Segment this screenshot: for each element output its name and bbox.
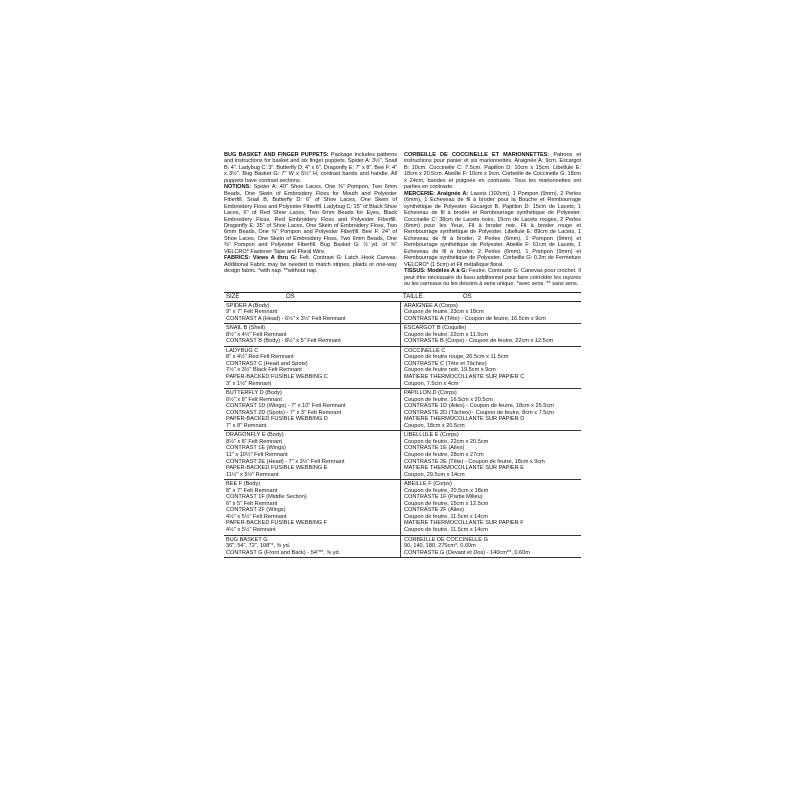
line-en: CONTRAST C (Head and Spots) bbox=[226, 360, 308, 367]
line-fr: Coupon de feutre noir, 19.5cm x 9cm bbox=[404, 367, 496, 374]
line-fr: CONTRASTE A (Tête) - Coupon de feutre, 16.5cm x 9cm bbox=[404, 315, 546, 322]
line-fr: Coupon de feutre, 11.5cm x 14cm bbox=[404, 513, 488, 520]
line-fr: MATIERE THERMOCOLLANTE SUR PAPIER C bbox=[404, 373, 525, 380]
line-en: 6" x 5" Felt Remnant bbox=[226, 500, 278, 507]
table-row bbox=[224, 480, 581, 535]
line-en: 7½" x 3½" Black Felt Remnant bbox=[226, 367, 302, 374]
line-en: CONTRAST 1D (Wings) - 7" x 10" Felt Remnant bbox=[226, 403, 346, 410]
line-fr: CORBEILLE DE COCCINELLE G bbox=[404, 536, 488, 543]
table-row bbox=[224, 431, 581, 480]
table-cell-fr bbox=[401, 431, 581, 479]
table-cell-en bbox=[224, 324, 401, 346]
line-fr: PAPILLON D (Corps) bbox=[404, 390, 457, 397]
line-en: 8½" x 8" Felt Remnant bbox=[226, 438, 282, 445]
notions-fr-title: MERCERIE: Araignée A: bbox=[404, 190, 469, 197]
line-fr: ESCARGOT B (Coquille) bbox=[404, 325, 467, 332]
os-label-fr: OS bbox=[463, 293, 472, 300]
line-fr: CONTRASTE B (Corps) - Coupon de feutre, 22cm x 12.5cm bbox=[404, 338, 554, 345]
line-en: 11½" x 5½" Remnant bbox=[226, 471, 279, 478]
line-fr: LIBELLULE E (Corps) bbox=[404, 432, 459, 439]
table-cell-en bbox=[224, 302, 401, 324]
line-en: 7" x 8" Remnant bbox=[226, 422, 267, 429]
line-fr: MATIERE THERMOCOLLANTE SUR PAPIER F bbox=[404, 520, 524, 527]
line-fr: Coupon de feutre, 22cm x 20.5cm bbox=[404, 438, 489, 445]
line-en: CONTRAST 1F (Middle Section) bbox=[226, 494, 307, 501]
line-en: 4½" x 5½" Felt Remnant bbox=[226, 513, 287, 520]
line-fr: Coupon, 18cm x 20.5cm bbox=[404, 422, 465, 429]
size-header-fr bbox=[401, 294, 581, 300]
line-fr: CONTRASTE 2E (Tête) - Coupon de feutre, 18cm x 9cm bbox=[404, 458, 545, 465]
table-row bbox=[224, 389, 581, 431]
size-header-en bbox=[224, 294, 401, 300]
line-fr: CONTRASTE 2D (Tâches) - Coupon de feutre, 8cm x 7.5cm bbox=[404, 409, 554, 416]
line-fr: MATIERE THERMOCOLLANTE SUR PAPIER E bbox=[404, 465, 524, 472]
title-fr: CORBEILLE DE COCCINELLE ET MARIONNETTES: bbox=[404, 152, 550, 158]
line-en: PAPER-BACKED FUSIBLE WEBBING C bbox=[226, 373, 328, 380]
title-en: BUG BASKET AND FINGER PUPPETS: bbox=[224, 152, 329, 158]
line-fr: MATIERE THERMOCOLLANTE SUR PAPIER D bbox=[404, 416, 525, 423]
line-en: DRAGONFLY E (Body) bbox=[226, 432, 284, 439]
line-fr: CONTRASTE 1F (Partie Milieu) bbox=[404, 494, 483, 501]
fabrics-en-title: FABRICS: Views A thru G: bbox=[224, 255, 297, 262]
yardage-table bbox=[224, 302, 581, 559]
os-label-en: OS bbox=[286, 293, 295, 300]
table-row bbox=[224, 324, 581, 347]
fabrics-fr-title: TISSUS: Modèles A à G: bbox=[404, 268, 468, 275]
size-label-en: SIZE bbox=[226, 293, 240, 300]
line-en: 6½" x 8" Felt Remnant bbox=[226, 396, 282, 403]
intro-english bbox=[224, 152, 401, 288]
line-en: CONTRAST B (Body) - 8½" x 5" Felt Remnant bbox=[226, 338, 341, 345]
notions-fr bbox=[404, 191, 581, 268]
table-cell-fr bbox=[401, 536, 581, 558]
description-en-text: Package includes patterns and instructions for basket and six finger puppets. Spider A: 3½". Snail B: 4". Ladybug C: 3". Butterfly D: 4" x 6". Dragonfly E: 7" x 8". Bee F: 4" x 3½". Bug Basket G: 7" W x 5½" H, contrast bands and handle. All puppets have contrast sections. bbox=[224, 152, 397, 184]
line-fr: CONTRASTE C (Tête et Tâches) bbox=[404, 360, 487, 367]
line-en: 11" x 10½" Felt Remnant bbox=[226, 452, 288, 458]
fabrics-fr bbox=[404, 268, 581, 287]
line-fr: Coupon de feutre, 22cm x 11.5cm bbox=[404, 331, 488, 338]
line-en: 8" x 4½" Red Felt Remnant bbox=[226, 354, 294, 361]
size-header bbox=[224, 292, 581, 302]
line-en: PAPER-BACKED FUSIBLE WEBBING D bbox=[226, 416, 328, 423]
line-en: CONTRAST 1E (Wings) bbox=[226, 445, 286, 452]
table-cell-en bbox=[224, 536, 401, 558]
table-cell-en bbox=[224, 431, 401, 479]
line-en: CONTRAST 2F (Wings) bbox=[226, 507, 286, 514]
line-fr: Coupon, 29.5cm x 14cm bbox=[404, 471, 465, 478]
line-en: 3" x 1½" Remnant bbox=[226, 380, 272, 387]
line-en: PAPER-BACKED FUSIBLE WEBBING F bbox=[226, 520, 328, 527]
line-en: SPIDER A (Body) bbox=[226, 302, 270, 309]
table-row bbox=[224, 302, 581, 325]
line-fr: CONTRASTE G (Devant et Dos) - 140cm**, 0.60m bbox=[404, 549, 530, 556]
notions-fr-text: Lacets (102cm), 1 Pompon (9mm), 2 Perles (6mm), 1 Echeveau de fil à broder pour la Bouche et Rembourrage synthétique de Polyester. Escargot B, Papillon D: 15cm de Lacets, 1 Echeveau de fil à broder et Rembourrage synthétique de Polyester. Coccinelle C: 38cm de Lacets noirs, 15cm de Lacets rouges, 2 Perles (6mm) pour les Yeux, Fil à broder noir, Fil à broder rouge et Rembourrage synthétique de Polyester. Libellule E: 89cm de Lacets, 1 Echeveau de fil à broder, 2 Perles (6mm), 1 Pompon (9mm) et Rembourrage synthétique de Polyester. Abeille F: 61cm de Lacets, 1 Echeveau de fil à broder, 2 Perles (6mm), 1 Pompon (9mm) et Rembourrage synthétique de Polyester. Corbeille G: 0.2m de Fermeture VELCRO* (1.5cm) et Fil métallique floral. bbox=[404, 190, 581, 268]
fabrics-en-text: Felt. Contrast G: Latch Hook Canvas. Additional Fabric may be needed to match stripes, plaids or one-way design fabric. *with nap. **without nap. bbox=[224, 255, 397, 275]
table-cell-en bbox=[224, 480, 401, 534]
line-fr: Coupon de feutre, 16.5cm x 20.5cm bbox=[404, 396, 493, 403]
line-en: BUTTERFLY D (Body) bbox=[226, 390, 282, 397]
table-cell-fr bbox=[401, 389, 581, 430]
table-cell-fr bbox=[401, 324, 581, 346]
intro-french bbox=[401, 152, 581, 288]
intro-columns bbox=[224, 152, 581, 288]
line-en: CONTRAST G (Front and Back) - 54"**, ⅝ yd. bbox=[226, 549, 341, 556]
table-row bbox=[224, 347, 581, 389]
pattern-sheet bbox=[224, 152, 581, 558]
line-fr: COCCINELLE C bbox=[404, 347, 446, 354]
line-en: PAPER-BACKED FUSIBLE WEBBING E bbox=[226, 465, 328, 472]
line-fr: Coupon de feutre, 15cm x 12.5cm bbox=[404, 500, 489, 507]
line-fr: ABEILLE F (Corps) bbox=[404, 481, 452, 488]
line-en: 36", 54", 72", 108"*, ⅝ yd. bbox=[226, 543, 291, 550]
fabrics-en bbox=[224, 255, 397, 274]
line-fr: Coupon de feutre, 11.5cm x 14cm bbox=[404, 527, 488, 534]
line-en: 9" x 7" Felt Remnant bbox=[226, 309, 278, 316]
line-en: CONTRAST 2D (Spots) - 7" x 3" Felt Remnant bbox=[226, 409, 342, 416]
table-cell-fr bbox=[401, 302, 581, 324]
line-en: BUG BASKET G bbox=[226, 536, 268, 543]
description-en bbox=[224, 152, 397, 184]
table-row bbox=[224, 536, 581, 559]
size-label-fr: TAILLE bbox=[403, 293, 423, 300]
line-fr: Coupon de feutre, 20.5cm x 18cm bbox=[404, 487, 489, 494]
line-fr: CONTRASTE 1D (Ailes) - Coupon de feutre, 18cm x 25.5cm bbox=[404, 403, 554, 410]
line-en: LADYBUG C bbox=[226, 347, 259, 354]
line-en: 8½" x 4½" Felt Remnant bbox=[226, 331, 287, 338]
line-fr: 90, 140, 180, 275cm*, 0.60m bbox=[404, 543, 476, 550]
line-en: CONTRAST A (Head) - 6½" x 3½" Felt Remnant bbox=[226, 315, 346, 322]
table-cell-en bbox=[224, 347, 401, 388]
line-en: 8" x 7" Felt Remnant bbox=[226, 487, 278, 494]
line-en: 4½" x 5½" Remnant bbox=[226, 527, 276, 534]
notions-en-title: NOTIONS: bbox=[224, 184, 251, 191]
line-fr: Coupon de feutre rouge, 20.5cm x 11.5cm bbox=[404, 354, 509, 361]
line-fr: Coupon, 7.5cm x 4cm bbox=[404, 380, 459, 387]
description-fr-text: Patrons et instructions pour panier et six marionnettes. Araignée A: 9cm. Escargot B: 10cm. Coccinelle C: 7.5cm. Papillon D: 10cm x 15cm. Libellule E: 18cm x 20.5cm. Abeille F: 10cm x 9cm. Corbeille de Coccinelle G: 18cm x 24cm, bandes et poignée en contraste. Tous les marionnettes ont parties en contraste. bbox=[404, 152, 581, 191]
fabrics-fr-text: Feutre. Contraste G: Canevas pour crochet. Il peut être nécessaire du tissu additionnel pour faire coïncider les rayures ou les carreaux ou les dessins à sens unique. *avec sens. ** sans sens. bbox=[404, 268, 581, 288]
line-fr: Coupon de feutre, 28cm x 27cm bbox=[404, 452, 484, 458]
line-en: BEE F (Body) bbox=[226, 481, 261, 488]
line-en: CONTRAST 2E (Head) - 7" x 3½" Felt Remnant bbox=[226, 458, 345, 465]
line-fr: CONTRASTE 1E (Ailes) bbox=[404, 445, 465, 452]
description-fr bbox=[404, 152, 581, 191]
notions-en bbox=[224, 184, 397, 255]
line-fr: CONTRASTE 2F (Ailes) bbox=[404, 507, 464, 514]
notions-en-text: Spider A: 40" Shoe Laces, One ⅜" Pompon, Two 6mm Beads, One Skein of Embroidery Floss for Mouth and Polyester Fiberfill. Snail B, Butterfly D: 6" of Shoe Laces, One Skein of Embroidery Floss and Polyester Fiberfill. Ladybug C: 15" of Black Shoe Laces, 6" of Red Shoe Laces, Two 6mm Beads for Eyes, Black Embroidery Floss, Red Embroidery Floss and Polyester Fiberfill. Dragonfly E: 35" of Shoe Laces, One Skein of Embroidery Floss, Two 6mm Beads, One ⅜" Pompon and Polyester Fiberfill. Bee F: 24" of Shoe Laces, One Skein of Embroidery Floss, Two 6mm Beads, One ⅜" Pompon and Polyester Fiberfill. Bug Basket G: ½ yd. of ⅝" VELCRO* Fastener Tape and Floral Wire. bbox=[224, 184, 397, 255]
line-fr: Coupon de feutre, 23cm x 18cm bbox=[404, 309, 484, 316]
table-cell-en bbox=[224, 389, 401, 430]
table-cell-fr bbox=[401, 480, 581, 534]
line-en: SNAIL B (Shell) bbox=[226, 325, 265, 332]
line-fr: ARAIGNEE A (Corps) bbox=[404, 302, 458, 309]
table-cell-fr bbox=[401, 347, 581, 388]
